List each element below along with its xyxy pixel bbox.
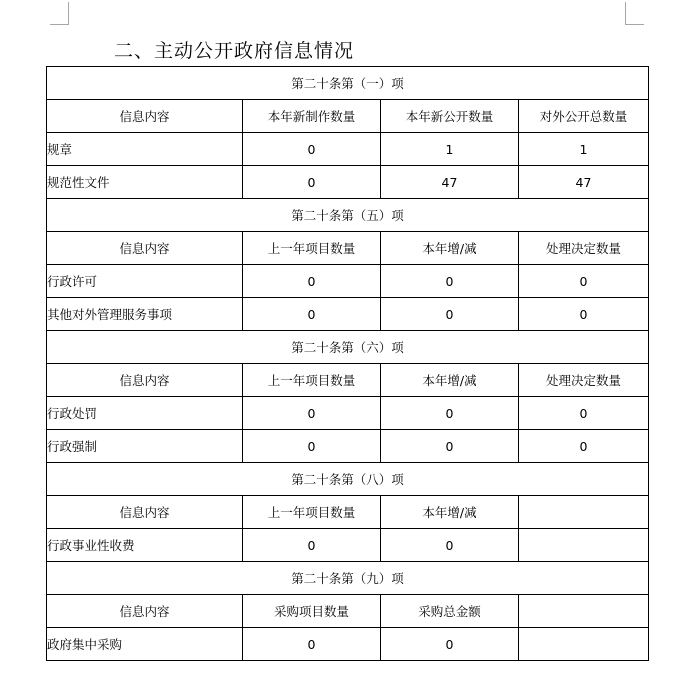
row-label: 行政许可	[47, 265, 243, 298]
value-cell: 0	[381, 397, 519, 430]
row-label: 规范性文件	[47, 166, 243, 199]
section-heading: 二、主动公开政府信息情况	[114, 40, 355, 62]
section-title-row	[47, 463, 649, 496]
value-cell: 0	[519, 430, 649, 463]
header-cell: 本年增/减	[381, 232, 519, 265]
value-cell: 1	[381, 133, 519, 166]
section-title-row	[47, 331, 649, 364]
header-cell: 上一年项目数量	[243, 232, 381, 265]
header-row	[47, 595, 649, 628]
disclosure-table	[46, 66, 649, 661]
value-cell: 0	[243, 166, 381, 199]
section-title-row	[47, 562, 649, 595]
table-row	[47, 430, 649, 463]
table-row	[47, 628, 649, 661]
header-cell: 本年新制作数量	[243, 100, 381, 133]
section-title-row	[47, 67, 649, 100]
value-cell: 0	[519, 265, 649, 298]
header-cell: 信息内容	[47, 364, 243, 397]
value-cell: 0	[243, 265, 381, 298]
header-cell: 处理决定数量	[519, 364, 649, 397]
value-cell: 0	[243, 628, 381, 661]
header-cell: 对外公开总数量	[519, 100, 649, 133]
table-row	[47, 397, 649, 430]
page-corner-mark-right	[625, 2, 644, 25]
header-row	[47, 364, 649, 397]
header-cell: 本年新公开数量	[381, 100, 519, 133]
header-row	[47, 496, 649, 529]
header-cell: 采购项目数量	[243, 595, 381, 628]
value-cell: 1	[519, 133, 649, 166]
header-cell: 信息内容	[47, 232, 243, 265]
section-title-row	[47, 199, 649, 232]
header-row	[47, 232, 649, 265]
row-label: 行政处罚	[47, 397, 243, 430]
row-label: 其他对外管理服务事项	[47, 298, 243, 331]
value-cell: 0	[381, 298, 519, 331]
row-label: 行政事业性收费	[47, 529, 243, 562]
header-cell: 采购总金额	[381, 595, 519, 628]
section-title: 第二十条第（八）项	[47, 463, 649, 496]
value-cell: 0	[519, 298, 649, 331]
value-cell: 0	[381, 529, 519, 562]
value-cell: 0	[243, 133, 381, 166]
table-row	[47, 298, 649, 331]
section-title: 第二十条第（五）项	[47, 199, 649, 232]
value-cell: 0	[243, 529, 381, 562]
value-cell	[519, 529, 649, 562]
value-cell: 0	[381, 430, 519, 463]
table-row	[47, 133, 649, 166]
value-cell: 47	[381, 166, 519, 199]
value-cell: 0	[381, 265, 519, 298]
header-cell	[519, 496, 649, 529]
table-row	[47, 529, 649, 562]
value-cell: 0	[519, 397, 649, 430]
value-cell: 0	[243, 397, 381, 430]
page-corner-mark-left	[50, 2, 69, 25]
table-row	[47, 265, 649, 298]
header-cell: 处理决定数量	[519, 232, 649, 265]
header-cell: 本年增/减	[381, 496, 519, 529]
row-label: 行政强制	[47, 430, 243, 463]
row-label: 规章	[47, 133, 243, 166]
header-row	[47, 100, 649, 133]
header-cell: 上一年项目数量	[243, 364, 381, 397]
header-cell: 信息内容	[47, 100, 243, 133]
row-label: 政府集中采购	[47, 628, 243, 661]
header-cell	[519, 595, 649, 628]
header-cell: 本年增/减	[381, 364, 519, 397]
header-cell: 信息内容	[47, 595, 243, 628]
section-title: 第二十条第（一）项	[47, 67, 649, 100]
section-title: 第二十条第（六）项	[47, 331, 649, 364]
value-cell: 0	[243, 298, 381, 331]
header-cell: 信息内容	[47, 496, 243, 529]
value-cell: 47	[519, 166, 649, 199]
value-cell: 0	[381, 628, 519, 661]
value-cell: 0	[243, 430, 381, 463]
value-cell	[519, 628, 649, 661]
header-cell: 上一年项目数量	[243, 496, 381, 529]
section-title: 第二十条第（九）项	[47, 562, 649, 595]
table-row	[47, 166, 649, 199]
